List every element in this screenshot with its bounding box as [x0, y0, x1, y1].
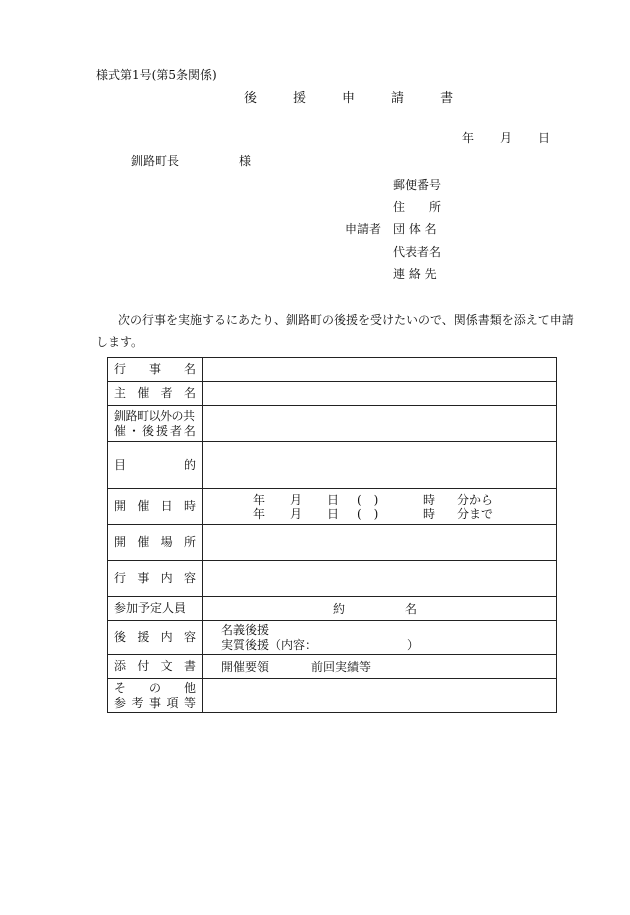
label-other: そ の 他 参 考 事 項 等	[108, 679, 203, 713]
label-organizer: 主 催 者 名	[108, 382, 203, 406]
form-number: 様式第1号(第5条関係)	[96, 68, 217, 82]
document-title	[244, 87, 453, 106]
datetime-until-row: 年 月 日 ( ) 時 分まで	[253, 506, 494, 521]
label-datetime: 開 催 日 時	[108, 489, 203, 525]
table-row	[108, 382, 557, 406]
label-purpose: 目 的	[108, 442, 203, 489]
table-row	[108, 655, 557, 679]
value-support[interactable]	[203, 621, 557, 655]
date-month: 月	[500, 131, 513, 145]
applicant-field-rep: 代表者名	[393, 245, 442, 259]
table-row	[108, 442, 557, 489]
label-event-name: 行 事 名	[108, 358, 203, 382]
table-row	[108, 358, 557, 382]
label-venue: 開 催 場 所	[108, 525, 203, 561]
label-content: 行 事 内 容	[108, 561, 203, 597]
addressee-name: 釧路町長	[131, 154, 180, 168]
value-co-sponsor[interactable]	[203, 406, 557, 442]
datetime-from-row: 年 月 日 ( ) 時 分から	[253, 492, 494, 507]
label-attachments: 添 付 文 書	[108, 655, 203, 679]
title-char: 援	[293, 91, 307, 106]
substantive-support: 実質後援（内容： ）	[221, 637, 420, 652]
table-row	[108, 489, 557, 525]
value-datetime[interactable]	[203, 489, 557, 525]
label-attendance: 参加予定人員	[108, 597, 203, 621]
value-event-name[interactable]	[203, 358, 557, 382]
table-row	[108, 621, 557, 655]
value-attachments[interactable]	[203, 655, 557, 679]
nominal-support: 名義後援	[221, 622, 270, 637]
table-row	[108, 597, 557, 621]
table-row	[108, 561, 557, 597]
applicant-label: 申請者	[345, 222, 382, 236]
date-day: 日	[538, 131, 551, 145]
table-row	[108, 679, 557, 713]
date-year: 年	[462, 131, 475, 145]
addressee	[131, 152, 251, 169]
value-other[interactable]	[203, 679, 557, 713]
addressee-honorific: 様	[239, 154, 252, 168]
guidelines-item: 開催要領	[221, 660, 270, 674]
value-organizer[interactable]	[203, 382, 557, 406]
value-purpose[interactable]	[203, 442, 557, 489]
label-co-sponsor	[108, 406, 203, 442]
title-char: 書	[440, 91, 454, 106]
title-char: 後	[244, 91, 258, 106]
applicant-field-group: 団 体 名	[393, 222, 437, 236]
label-support: 後 援 内 容	[108, 621, 203, 655]
title-char: 申	[342, 91, 356, 106]
value-attendance[interactable]	[203, 597, 557, 621]
co-sponsor-line2: 催 ・ 後 援 者 名	[114, 423, 196, 438]
title-char: 請	[391, 91, 405, 106]
co-sponsor-line1: 釧路町以外の共	[114, 408, 195, 423]
value-content[interactable]	[203, 561, 557, 597]
applicant-field-contact: 連 絡 先	[393, 267, 437, 281]
intro-text: 次の行事を実施するにあたり、釧路町の後援を受けたいので、関係書類を添えて申請します。	[96, 313, 574, 349]
table-row	[108, 406, 557, 442]
application-table	[107, 357, 557, 713]
applicant-field-address: 住 所	[393, 200, 442, 214]
approx-label: 約	[333, 602, 346, 616]
people-label: 名	[405, 602, 418, 616]
table-row	[108, 525, 557, 561]
past-results-item: 前回実績等	[311, 660, 372, 674]
value-venue[interactable]	[203, 525, 557, 561]
date-line	[462, 129, 550, 146]
applicant-field-postal: 郵便番号	[393, 178, 442, 192]
